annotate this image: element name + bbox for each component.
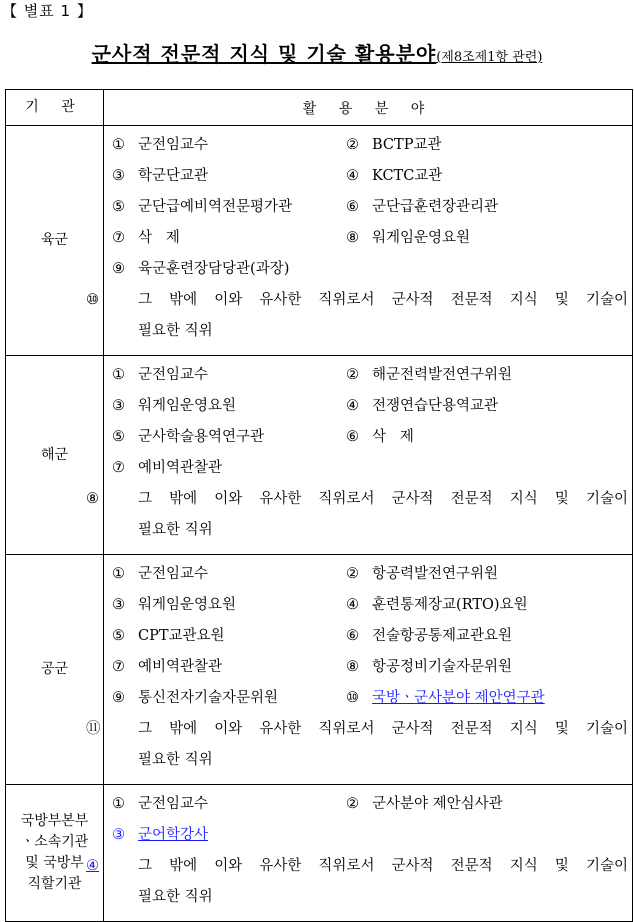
list-item: ① 군전임교수 ② BCTP교관 bbox=[112, 137, 442, 153]
header-field: 활 용 분 야 bbox=[104, 90, 633, 126]
header-org: 기 관 bbox=[6, 90, 104, 126]
page-title bbox=[0, 38, 634, 67]
list-item-cont: 필요한 직위 bbox=[138, 323, 213, 339]
list-item: ⑪ 그 밖에 이와 유사한 직위로서 군사적 전문적 지식 및 기술이 bbox=[86, 721, 628, 737]
list-item: ⑧ 그 밖에 이와 유사한 직위로서 군사적 전문적 지식 및 기술이 bbox=[86, 491, 628, 507]
list-item-cont: 필요한 직위 bbox=[138, 522, 213, 538]
list-item: ③ 워게임운영요원 ④ 전쟁연습단용역교관 bbox=[112, 398, 499, 414]
list-item: ③ 워게임운영요원 ④ 훈련통제장교(RTO)요원 bbox=[112, 597, 528, 613]
list-item: ⑦ 삭 제 ⑧ 워게임운영요원 bbox=[112, 230, 471, 246]
list-item: ① 군전임교수 ② 군사분야 제안심사관 bbox=[112, 796, 503, 812]
list-item: ⑤ CPT교관요원 ⑥ 전술항공통제교관요원 bbox=[112, 628, 513, 644]
annex-label: 【 별표 1 】 bbox=[2, 2, 93, 20]
list-item: ⑤ 군단급예비역전문평가관 ⑥ 군단급훈련장관리관 bbox=[112, 199, 499, 215]
list-item: ③ 학군단교관 ④ KCTC교관 bbox=[112, 168, 443, 184]
table-header-row bbox=[6, 90, 633, 126]
list-item: ⑦ 예비역관찰관 ⑧ 항공정비기술자문위원 bbox=[112, 659, 513, 675]
list-item: ⑤ 군사학술용역연구관 ⑥ 삭 제 bbox=[112, 429, 414, 445]
list-item: ⑨ 육군훈련장담당관(과장) bbox=[112, 261, 290, 277]
table-row-navy bbox=[6, 356, 633, 555]
title-main: 군사적 전문적 지식 및 기술 활용분야 bbox=[91, 42, 437, 66]
airforce-fields bbox=[86, 555, 633, 785]
list-item-cont: 필요한 직위 bbox=[138, 889, 213, 905]
list-item[interactable]: ③ 군어학강사 bbox=[112, 827, 209, 843]
org-navy: 해군 bbox=[6, 356, 104, 555]
table-row-army bbox=[6, 126, 633, 356]
amended-item-link[interactable]: 국방ㆍ군사분야 제안연구관 bbox=[372, 690, 545, 706]
fields-table bbox=[5, 89, 633, 922]
navy-fields bbox=[86, 356, 633, 555]
org-mnd: 국방부본부 ㆍ소속기관 및 국방부 직할기관 bbox=[6, 785, 104, 922]
army-fields bbox=[86, 126, 633, 356]
list-item: ⑨ 통신전자기술자문위원 ⑩ 국방ㆍ군사분야 제안연구관 bbox=[112, 690, 545, 706]
mnd-fields bbox=[86, 785, 633, 922]
list-item-cont: 필요한 직위 bbox=[138, 752, 213, 768]
org-airforce: 공군 bbox=[6, 555, 104, 785]
list-item: ⑩ 그 밖에 이와 유사한 직위로서 군사적 전문적 지식 및 기술이 bbox=[86, 292, 628, 308]
list-item: ④ 그 밖에 이와 유사한 직위로서 군사적 전문적 지식 및 기술이 bbox=[86, 858, 628, 874]
list-item: ① 군전임교수 ② 해군전력발전연구위원 bbox=[112, 367, 513, 383]
org-army: 육군 bbox=[6, 126, 104, 356]
list-item: ⑦ 예비역관찰관 bbox=[112, 460, 223, 476]
table-row-airforce bbox=[6, 555, 633, 785]
table-row-mnd bbox=[6, 785, 633, 922]
list-item: ① 군전임교수 ② 항공력발전연구위원 bbox=[112, 566, 499, 582]
title-sub: (제8조제1항 관련) bbox=[436, 50, 543, 65]
